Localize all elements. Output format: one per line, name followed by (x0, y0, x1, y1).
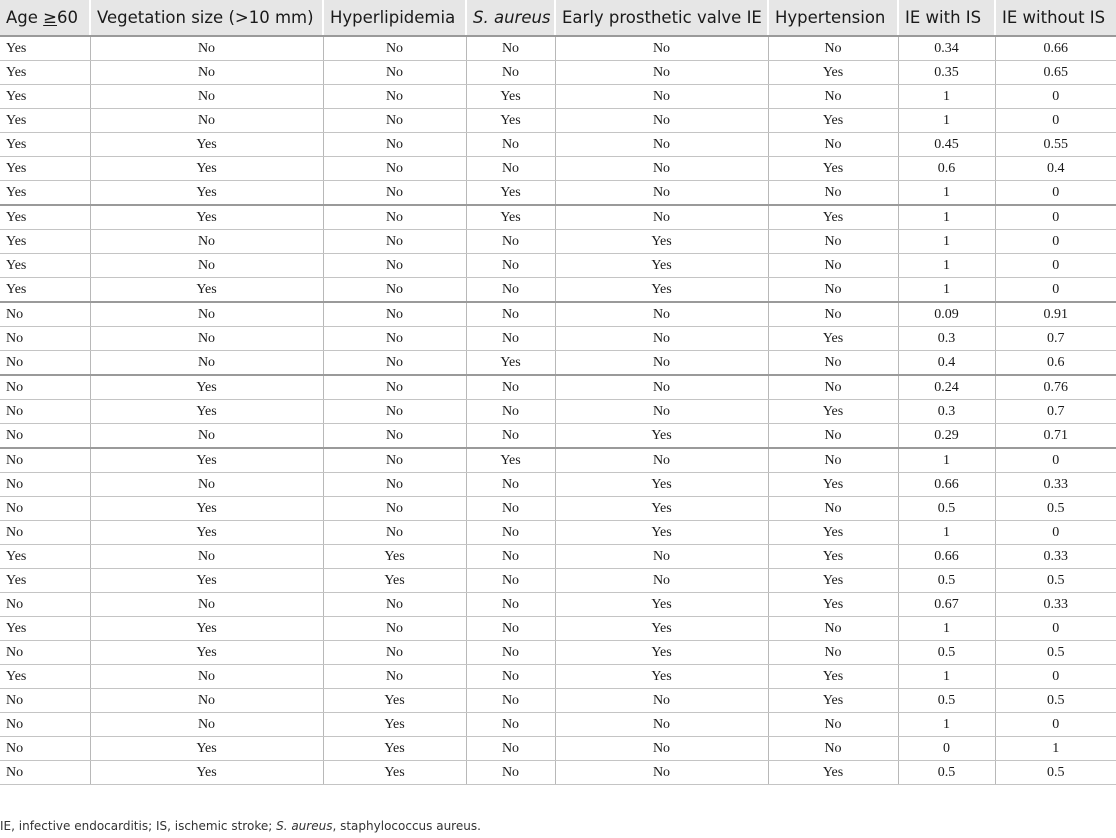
table-cell: Yes (555, 641, 768, 665)
table-cell: No (323, 351, 466, 376)
table-row (0, 254, 1116, 278)
table-cell: No (90, 473, 323, 497)
table-cell: Yes (323, 713, 466, 737)
table-cell: No (323, 617, 466, 641)
table-cell: 0.5 (898, 689, 995, 713)
table-row (0, 205, 1116, 230)
table-cell: 0.66 (995, 36, 1116, 61)
table-cell: No (466, 473, 555, 497)
table-cell: No (90, 424, 323, 449)
table-cell: No (768, 617, 898, 641)
table-cell: Yes (768, 157, 898, 181)
table-cell: No (0, 689, 90, 713)
table-cell: No (768, 254, 898, 278)
table-row (0, 424, 1116, 449)
table-cell: No (90, 61, 323, 85)
table-cell: 0.5 (995, 689, 1116, 713)
table-cell: 1 (898, 85, 995, 109)
table-row (0, 133, 1116, 157)
table-cell: No (323, 181, 466, 206)
table-cell: No (0, 497, 90, 521)
table-row (0, 713, 1116, 737)
table-cell: 0.4 (898, 351, 995, 376)
table-cell: No (466, 424, 555, 449)
table-cell: No (768, 36, 898, 61)
header-age-prefix: Age (6, 8, 44, 27)
table-cell: No (0, 473, 90, 497)
table-cell: No (323, 302, 466, 327)
table-row (0, 400, 1116, 424)
table-row (0, 689, 1116, 713)
table-cell: Yes (90, 400, 323, 424)
table-cell: Yes (466, 109, 555, 133)
table-cell: No (768, 85, 898, 109)
table-cell: No (555, 133, 768, 157)
table-cell: 0.33 (995, 545, 1116, 569)
table-cell: 0.3 (898, 327, 995, 351)
table-cell: No (323, 254, 466, 278)
table-cell: No (0, 375, 90, 400)
table-cell: 0.33 (995, 593, 1116, 617)
table-cell: No (90, 109, 323, 133)
table-cell: Yes (0, 181, 90, 206)
table-cell: 0 (995, 109, 1116, 133)
table-cell: No (555, 545, 768, 569)
table-cell: No (0, 713, 90, 737)
table-cell: Yes (555, 593, 768, 617)
table-row (0, 761, 1116, 785)
footnote-text-1: IE, infective endocarditis; IS, ischemic stroke; (0, 819, 277, 833)
header-early-pve: Early prosthetic valve IE (555, 0, 768, 36)
table-row (0, 230, 1116, 254)
table-cell: No (0, 424, 90, 449)
table-cell: Yes (555, 497, 768, 521)
table-cell: No (0, 737, 90, 761)
table-cell: 0.5 (995, 641, 1116, 665)
table-cell: No (323, 641, 466, 665)
table-cell: No (0, 448, 90, 473)
table-row (0, 61, 1116, 85)
table-cell: Yes (323, 737, 466, 761)
table-cell: 0.5 (995, 497, 1116, 521)
table-cell: 0.5 (898, 761, 995, 785)
table-cell: 0 (995, 85, 1116, 109)
table-row (0, 109, 1116, 133)
table-cell: 0.5 (898, 569, 995, 593)
table-cell: No (323, 85, 466, 109)
header-age-symbol: ≥ (43, 8, 57, 27)
table-cell: 0 (995, 617, 1116, 641)
table-cell: No (466, 254, 555, 278)
table-cell: 1 (995, 737, 1116, 761)
table-cell: No (90, 713, 323, 737)
header-s-aureus: S. aureus (466, 0, 555, 36)
table-cell: 1 (898, 230, 995, 254)
table-cell: No (555, 713, 768, 737)
table-cell: No (323, 133, 466, 157)
table-cell: Yes (0, 569, 90, 593)
table-cell: No (466, 545, 555, 569)
table-cell: No (466, 400, 555, 424)
table-cell: 0.35 (898, 61, 995, 85)
table-cell: 0.29 (898, 424, 995, 449)
table-cell: Yes (0, 61, 90, 85)
table-cell: Yes (90, 448, 323, 473)
footnote-italic: S. aureus (276, 819, 333, 833)
table-cell: No (466, 641, 555, 665)
table-cell: Yes (323, 761, 466, 785)
table-cell: Yes (555, 617, 768, 641)
table-cell: Yes (555, 521, 768, 545)
table-cell: 0 (995, 448, 1116, 473)
table-cell: No (323, 109, 466, 133)
table-cell: 0 (995, 665, 1116, 689)
table-cell: No (466, 761, 555, 785)
table-cell: 0 (995, 205, 1116, 230)
table-cell: 1 (898, 205, 995, 230)
table-cell: No (466, 302, 555, 327)
table-cell: 0.67 (898, 593, 995, 617)
table-cell: No (555, 375, 768, 400)
table-cell: No (323, 473, 466, 497)
table-cell: Yes (90, 157, 323, 181)
table-cell: No (0, 351, 90, 376)
table-row (0, 181, 1116, 206)
table-cell: Yes (768, 545, 898, 569)
table-row (0, 473, 1116, 497)
table-cell: 1 (898, 109, 995, 133)
table-row (0, 375, 1116, 400)
header-age-suffix: 60 (57, 8, 78, 27)
table-cell: Yes (0, 36, 90, 61)
table-row (0, 327, 1116, 351)
table-cell: 0.91 (995, 302, 1116, 327)
table-cell: 0 (995, 181, 1116, 206)
table-row (0, 641, 1116, 665)
table-cell: Yes (90, 497, 323, 521)
table-cell: No (323, 665, 466, 689)
table-row (0, 593, 1116, 617)
table-cell: No (323, 157, 466, 181)
table-cell: 0.5 (995, 761, 1116, 785)
table-cell: 0.5 (898, 641, 995, 665)
table-cell: Yes (0, 109, 90, 133)
table-cell: Yes (90, 521, 323, 545)
table-cell: No (466, 497, 555, 521)
table-cell: 0.4 (995, 157, 1116, 181)
table-cell: No (466, 665, 555, 689)
header-ie-with-is: IE with IS (898, 0, 995, 36)
table-row (0, 36, 1116, 61)
table-cell: No (768, 424, 898, 449)
table-cell: Yes (768, 61, 898, 85)
table-cell: No (323, 497, 466, 521)
table-cell: 0.5 (995, 569, 1116, 593)
table-cell: No (768, 181, 898, 206)
table-cell: No (466, 327, 555, 351)
table-cell: 0.6 (995, 351, 1116, 376)
table-cell: 1 (898, 617, 995, 641)
table-cell: No (90, 254, 323, 278)
table-cell: Yes (768, 569, 898, 593)
table-cell: No (555, 761, 768, 785)
table-row (0, 521, 1116, 545)
table-cell: No (466, 617, 555, 641)
table-cell: Yes (768, 593, 898, 617)
header-hyperlipidemia: Hyperlipidemia (323, 0, 466, 36)
table-cell: No (466, 36, 555, 61)
table-cell: Yes (90, 617, 323, 641)
table-cell: No (555, 327, 768, 351)
table-cell: Yes (768, 205, 898, 230)
table-cell: Yes (90, 181, 323, 206)
table-cell: Yes (0, 617, 90, 641)
table-cell: No (90, 230, 323, 254)
table-row (0, 351, 1116, 376)
table-cell: No (555, 36, 768, 61)
table-cell: 0 (995, 713, 1116, 737)
table-cell: 0.3 (898, 400, 995, 424)
table-cell: No (0, 641, 90, 665)
table-cell: Yes (90, 737, 323, 761)
table-cell: No (768, 278, 898, 303)
table-row (0, 545, 1116, 569)
table-cell: No (0, 761, 90, 785)
table-cell: No (0, 593, 90, 617)
table-cell: No (323, 230, 466, 254)
table-cell: No (555, 205, 768, 230)
table-cell: No (0, 302, 90, 327)
table-cell: No (555, 400, 768, 424)
table-cell: 0.66 (898, 473, 995, 497)
table-cell: No (90, 689, 323, 713)
table-cell: 0 (995, 278, 1116, 303)
table-cell: Yes (90, 278, 323, 303)
table-cell: No (323, 424, 466, 449)
table-cell: No (466, 521, 555, 545)
table-cell: No (0, 521, 90, 545)
table-cell: No (323, 327, 466, 351)
table-row (0, 665, 1116, 689)
table-cell: No (466, 230, 555, 254)
table-cell: Yes (0, 157, 90, 181)
table-cell: Yes (555, 230, 768, 254)
table-cell: Yes (90, 569, 323, 593)
table-cell: Yes (323, 545, 466, 569)
table-row (0, 157, 1116, 181)
table-cell: No (90, 545, 323, 569)
table-cell: No (0, 327, 90, 351)
table-cell: No (0, 400, 90, 424)
table-cell: No (768, 375, 898, 400)
table-cell: No (555, 157, 768, 181)
table-cell: 1 (898, 521, 995, 545)
table-cell: No (768, 497, 898, 521)
table-cell: No (466, 157, 555, 181)
table-cell: 1 (898, 278, 995, 303)
table-row (0, 85, 1116, 109)
table-cell: 0 (995, 230, 1116, 254)
table-cell: No (768, 351, 898, 376)
table-cell: No (90, 36, 323, 61)
table-cell: No (555, 689, 768, 713)
table-cell: 0.71 (995, 424, 1116, 449)
table-cell: No (90, 351, 323, 376)
table-cell: Yes (0, 85, 90, 109)
table-cell: 0.66 (898, 545, 995, 569)
table-cell: No (555, 181, 768, 206)
table-cell: No (466, 689, 555, 713)
header-ie-without-is: IE without IS (995, 0, 1116, 36)
table-cell: No (90, 665, 323, 689)
table-cell: No (555, 351, 768, 376)
table-row (0, 569, 1116, 593)
table-cell: 0.55 (995, 133, 1116, 157)
table-cell: No (323, 521, 466, 545)
table-cell: 0.45 (898, 133, 995, 157)
table-cell: No (323, 593, 466, 617)
table-cell: No (768, 737, 898, 761)
table-cell: Yes (0, 665, 90, 689)
table-cell: 0.33 (995, 473, 1116, 497)
table-cell: No (768, 713, 898, 737)
table-cell: Yes (466, 85, 555, 109)
table-cell: Yes (555, 473, 768, 497)
table-cell: Yes (0, 205, 90, 230)
table-footnote (0, 819, 481, 833)
table-cell: No (323, 36, 466, 61)
table-cell: Yes (0, 278, 90, 303)
table-cell: Yes (466, 181, 555, 206)
table-cell: Yes (768, 473, 898, 497)
table-cell: No (323, 448, 466, 473)
table-cell: Yes (90, 205, 323, 230)
table-cell: Yes (555, 254, 768, 278)
table-row (0, 737, 1116, 761)
table-cell: No (323, 375, 466, 400)
table-cell: 0 (898, 737, 995, 761)
table-cell: No (768, 230, 898, 254)
table-cell: Yes (323, 689, 466, 713)
table-body (0, 36, 1116, 785)
header-hypertension: Hypertension (768, 0, 898, 36)
table-cell: No (90, 327, 323, 351)
table-cell: 0.65 (995, 61, 1116, 85)
table-cell: Yes (323, 569, 466, 593)
table-row (0, 448, 1116, 473)
table-cell: Yes (0, 133, 90, 157)
table-cell: No (466, 133, 555, 157)
table-cell: No (323, 278, 466, 303)
table-cell: No (323, 61, 466, 85)
table-cell: Yes (768, 761, 898, 785)
table-cell: Yes (768, 665, 898, 689)
table-cell: 0.7 (995, 327, 1116, 351)
table-cell: Yes (555, 278, 768, 303)
table-cell: No (555, 569, 768, 593)
table-cell: Yes (768, 689, 898, 713)
table-cell: 1 (898, 254, 995, 278)
table-cell: 1 (898, 713, 995, 737)
table-cell: 1 (898, 665, 995, 689)
table-cell: Yes (466, 205, 555, 230)
table-cell: 0 (995, 254, 1116, 278)
table-cell: 0.6 (898, 157, 995, 181)
table-cell: 0.34 (898, 36, 995, 61)
table-row (0, 497, 1116, 521)
table-cell: Yes (0, 545, 90, 569)
table-cell: No (90, 85, 323, 109)
table-cell: Yes (768, 327, 898, 351)
table-cell: Yes (90, 761, 323, 785)
table-cell: No (466, 569, 555, 593)
table-cell: No (466, 593, 555, 617)
table-cell: No (555, 109, 768, 133)
table-cell: Yes (555, 665, 768, 689)
table-cell: 0.09 (898, 302, 995, 327)
table-cell: No (466, 61, 555, 85)
table-cell: No (768, 448, 898, 473)
table-cell: Yes (90, 133, 323, 157)
table-row (0, 302, 1116, 327)
table-cell: 0.76 (995, 375, 1116, 400)
table-cell: Yes (90, 641, 323, 665)
table-cell: No (466, 737, 555, 761)
table-cell: No (323, 205, 466, 230)
table-cell: No (90, 302, 323, 327)
table-cell: 0.5 (898, 497, 995, 521)
table-cell: No (555, 448, 768, 473)
table-cell: Yes (466, 448, 555, 473)
table-cell: No (768, 133, 898, 157)
table-cell: Yes (768, 400, 898, 424)
table-cell: 0.7 (995, 400, 1116, 424)
table-cell: No (555, 302, 768, 327)
table-cell: No (466, 375, 555, 400)
table-cell: Yes (768, 109, 898, 133)
footnote-text-2: , staphylococcus aureus. (332, 819, 481, 833)
table-cell: 0 (995, 521, 1116, 545)
table-cell: Yes (768, 521, 898, 545)
table-row (0, 617, 1116, 641)
table-cell: No (466, 278, 555, 303)
header-row (0, 0, 1116, 36)
table-cell: No (555, 85, 768, 109)
table-cell: No (555, 737, 768, 761)
table-cell: Yes (0, 254, 90, 278)
table-cell: Yes (0, 230, 90, 254)
table-cell: No (90, 593, 323, 617)
table-cell: 0.24 (898, 375, 995, 400)
table-cell: Yes (90, 375, 323, 400)
table-cell: Yes (466, 351, 555, 376)
table-cell: 1 (898, 448, 995, 473)
table-cell: No (555, 61, 768, 85)
table-cell: No (768, 302, 898, 327)
table-cell: Yes (555, 424, 768, 449)
table-cell: No (466, 713, 555, 737)
table-cell: 1 (898, 181, 995, 206)
header-vegetation: Vegetation size (>10 mm) (90, 0, 323, 36)
table-cell: No (323, 400, 466, 424)
table-cell: No (768, 641, 898, 665)
table-row (0, 278, 1116, 303)
header-age (0, 0, 90, 36)
